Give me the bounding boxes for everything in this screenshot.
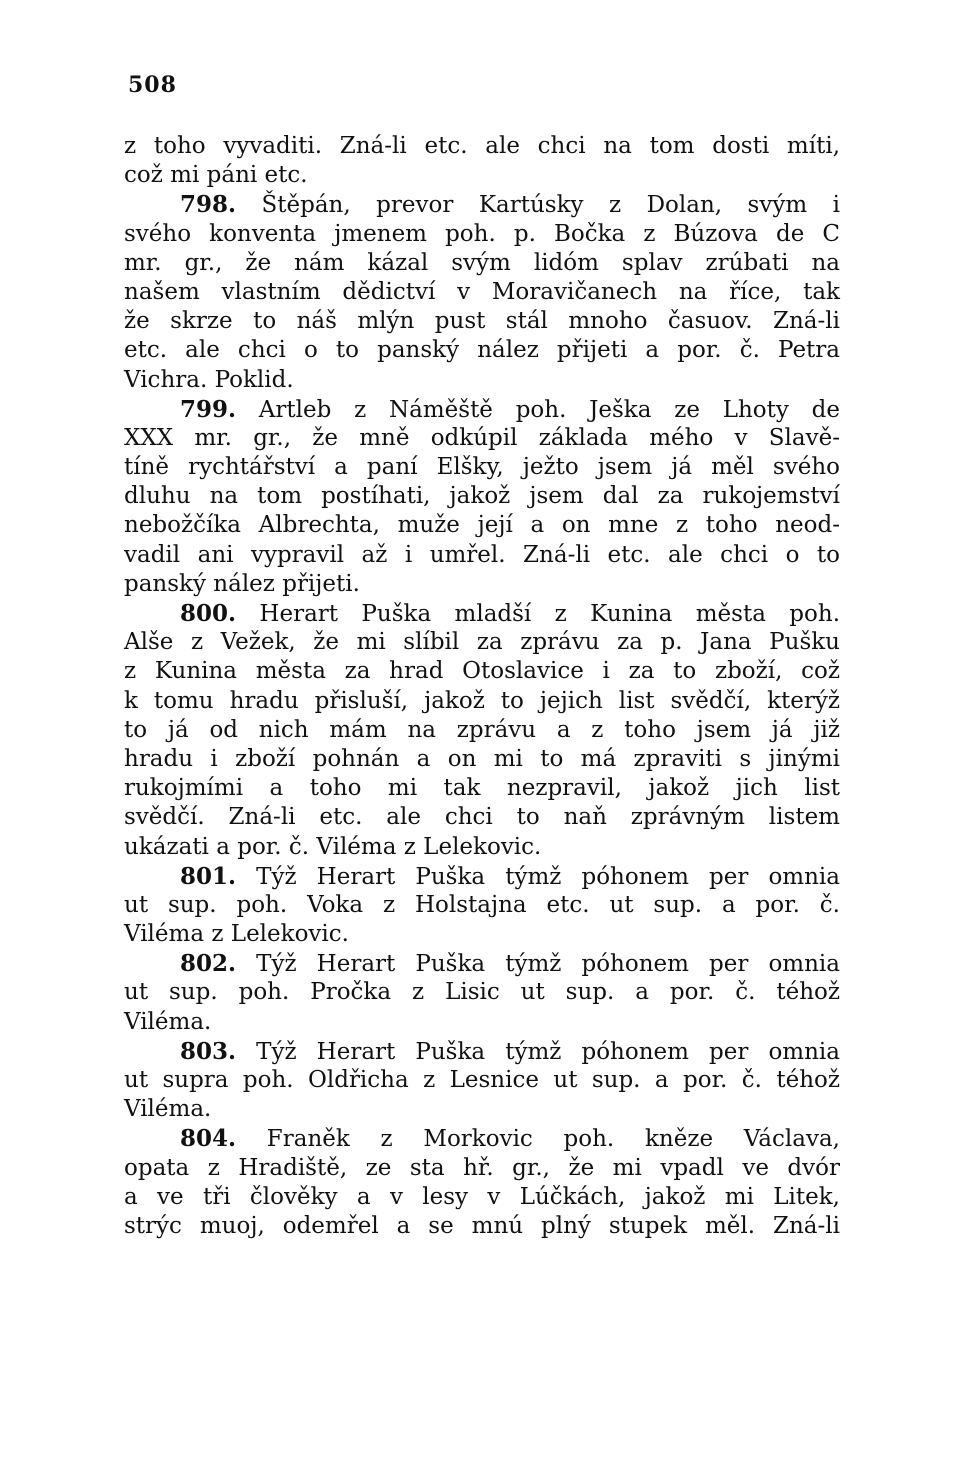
text-line [124,833,840,862]
text-line [124,1095,840,1124]
line-text: XXX mr. gr., že mně odkúpil základa mého v Slavě- [124,424,840,451]
line-text: panský nález přijeti. [124,570,360,597]
text-line [124,249,840,278]
line-text: Týž Herart Puška týmž póhonem per omnia [236,863,840,890]
line-text: Viléma z Lelekovic. [124,921,349,948]
line-text: a ve tři člověky a v lesy v Lúčkách, jakož mi Litek, [124,1183,840,1210]
page-number: 508 [128,72,177,98]
line-text: svého konventa jmenem poh. p. Bočka z Búzova de C [124,220,840,247]
text-line [124,803,840,832]
line-text: Týž Herart Puška týmž póhonem per omnia [236,1038,840,1065]
entry-number: 800. [180,600,237,627]
line-text: ukázati a por. č. Viléma z Lelekovic. [124,833,542,860]
line-text: rukojmími a toho mi tak nezpravil, jakož jich list [124,775,840,802]
text-line [124,541,840,570]
text-line [124,278,840,307]
entry-number: 798. [180,191,237,219]
line-text: z Kunina města za hrad Otoslavice i za to zboží, což [124,658,840,685]
entry-number: 803. [180,1037,237,1065]
entry-number: 799. [180,395,237,423]
line-text: ut sup. poh. Pročka z Lisic ut sup. a por. č. téhož [124,979,840,1006]
line-text: svědčí. Zná-li etc. ale chci to naň zprávným listem [124,804,840,831]
text-line [124,716,840,745]
line-text: tíně rychtářství a paní Elšky, ježto jsem já měl svého [124,454,840,481]
line-text: Alše z Vežek, že mi slíbil za zprávu za p. Jana Pušku [124,629,840,656]
entry-number: 801. [180,862,237,890]
text-line [124,599,840,628]
line-text: mr. gr., že nám kázal svým lidóm splav zrúbati na [124,249,840,276]
line-text: to já od nich mám na zprávu a z toho jsem já již [124,716,840,743]
text-line [124,220,840,249]
line-text: ut sup. poh. Voka z Holstajna etc. ut sup. a por. č. [124,891,840,918]
text-line [124,1037,840,1066]
text-line [124,161,840,190]
text-line [124,745,840,774]
line-text: k tomu hradu přisluší, jakož to jejich list svědčí, kterýž [124,687,840,714]
line-text: Artleb z Náměště poh. Ješka ze Lhoty de [236,396,840,423]
text-line [124,570,840,599]
text-line [124,891,840,920]
line-text: což mi páni etc. [124,162,308,189]
text-line [124,862,840,891]
line-text: vadil ani vypravil až i umřel. Zná-li etc. ale chci o to [124,541,840,568]
line-text: strýc muoj, odemřel a se mnú plný stupek měl. Zná-li [124,1212,840,1239]
text-line [124,366,840,395]
line-text: Týž Herart Puška týmž póhonem per omnia [236,951,840,978]
line-text: nebožčíka Albrechta, muže její a on mne z toho neod- [124,512,840,539]
line-text: Franěk z Morkovic poh. kněze Václava, [236,1126,840,1153]
line-text: Viléma. [124,1008,212,1035]
line-text: Vichra. Poklid. [124,366,294,393]
text-line [124,453,840,482]
entry-number: 804. [180,1125,237,1153]
text-line [124,1066,840,1095]
text-line [124,336,840,365]
text-line [124,774,840,803]
text-line [124,1212,840,1241]
text-line [124,511,840,540]
line-text: opata z Hradiště, ze sta hř. gr., že mi vpadl ve dvór [124,1154,840,1181]
line-text: že skrze to náš mlýn pust stál mnoho časuov. Zná-li [124,308,840,335]
text-line [124,1183,840,1212]
line-text: hradu i zboží pohnán a on mi to má zpraviti s jinými [124,745,840,772]
text-body [124,132,840,1241]
entry-number: 802. [180,950,237,978]
text-line [124,978,840,1007]
text-line [124,424,840,453]
text-line [124,628,840,657]
text-line [124,920,840,949]
text-line [124,307,840,336]
line-text: z toho vyvaditi. Zná-li etc. ale chci na tom dosti míti, [124,133,840,159]
line-text: ut supra poh. Oldřicha z Lesnice ut sup. a por. č. téhož [124,1067,840,1093]
line-text: Štěpán, prevor Kartúsky z Dolan, svým i [236,192,840,219]
text-line [124,657,840,686]
text-line [124,1154,840,1183]
line-text: Herart Puška mladší z Kunina města poh. [236,601,840,627]
line-text: našem vlastním dědictví v Moravičanech na říce, tak [124,278,840,305]
text-line [124,1124,840,1153]
text-line [124,1008,840,1037]
text-line [124,132,840,161]
text-line [124,949,840,978]
text-line [124,395,840,424]
text-line [124,687,840,716]
line-text: dluhu na tom postíhati, jakož jsem dal za rukojemství [124,483,840,510]
line-text: etc. ale chci o to panský nález přijeti a por. č. Petra [124,337,840,364]
text-line [124,190,840,219]
text-line [124,482,840,511]
line-text: Viléma. [124,1096,212,1123]
